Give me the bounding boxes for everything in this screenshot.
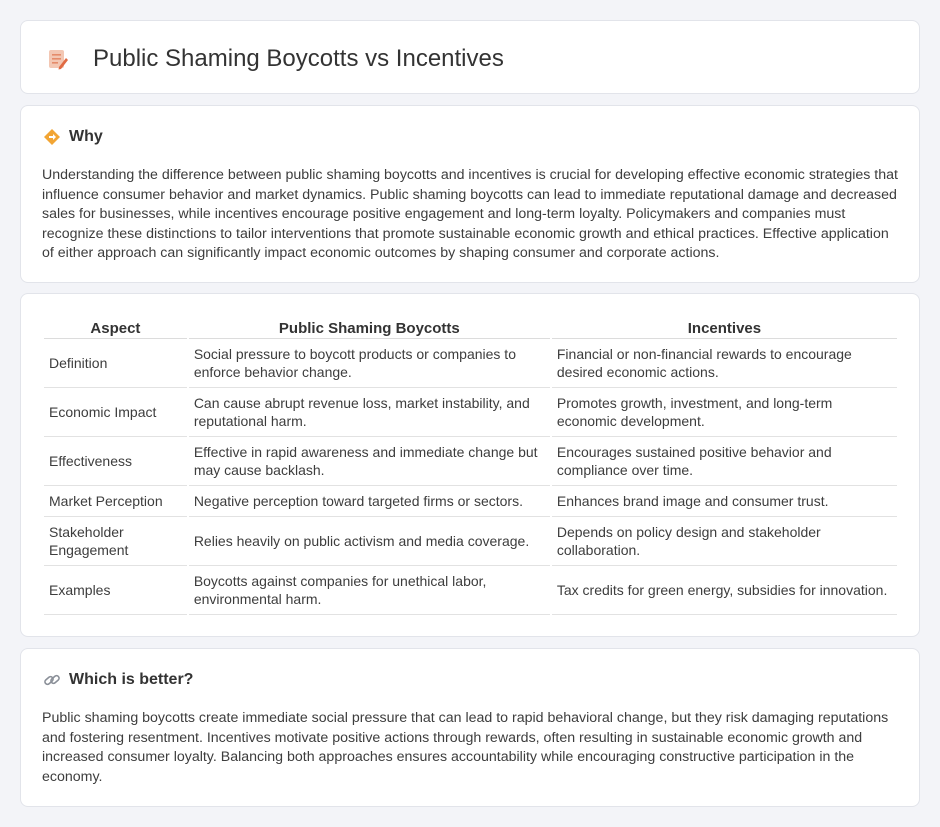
- table-cell: Definition: [44, 339, 187, 388]
- better-body: Public shaming boycotts create immediate social pressure that can lead to rapid behavioral change, but they risk damaging reputations and fostering resentment. Incentives motivate positive actions through rewards, often resulting in sustainable economic growth and increased consumer loyalty. Balancing both approaches ensures accountability while encouraging constructive participation in the economy.: [42, 710, 889, 785]
- why-section: [20, 105, 920, 283]
- which-is-better-section: [20, 648, 920, 807]
- column-header: Aspect: [44, 316, 187, 339]
- comparison-table: [42, 316, 899, 615]
- column-header: Incentives: [552, 316, 897, 339]
- why-body: Understanding the difference between public shaming boycotts and incentives is crucial for developing effective economic strategies that influence consumer behavior and market dynamics. Public shaming boycotts can lead to immediate reputational damage and decreased sales for businesses, while incentives encourage positive engagement and long-term loyalty. Policymakers and companies must recognize these distinctions to tailor interventions that promote sustainable economic growth and ethical practices. Effective application of either approach can significantly impact economic outcomes by shaping consumer and corporate actions.: [42, 167, 898, 262]
- why-heading: [43, 128, 103, 146]
- table-row: [44, 339, 897, 388]
- table-cell: Stakeholder Engagement: [44, 517, 187, 566]
- column-header: Public Shaming Boycotts: [189, 316, 550, 339]
- table-row: [44, 437, 897, 486]
- page-title: Public Shaming Boycotts vs Incentives: [93, 45, 504, 72]
- better-heading-text: Which is better?: [69, 671, 194, 688]
- table-cell: Relies heavily on public activism and media coverage.: [189, 517, 550, 566]
- table-cell: Effective in rapid awareness and immediate change but may cause backlash.: [189, 437, 550, 486]
- table-cell: Examples: [44, 566, 187, 615]
- table-header-row: [44, 316, 897, 339]
- table-cell: Encourages sustained positive behavior and compliance over time.: [552, 437, 897, 486]
- table-cell: Effectiveness: [44, 437, 187, 486]
- table-row: [44, 388, 897, 437]
- table-cell: Promotes growth, investment, and long-term economic development.: [552, 388, 897, 437]
- document-pencil-icon: [47, 47, 69, 71]
- table-row: [44, 566, 897, 615]
- table-cell: Market Perception: [44, 486, 187, 517]
- table-cell: Tax credits for green energy, subsidies for innovation.: [552, 566, 897, 615]
- table-row: [44, 517, 897, 566]
- table-cell: Negative perception toward targeted firms or sectors.: [189, 486, 550, 517]
- header-card: [20, 20, 920, 94]
- table-cell: Enhances brand image and consumer trust.: [552, 486, 897, 517]
- why-heading-text: Why: [69, 128, 103, 145]
- table-row: [44, 486, 897, 517]
- better-heading: [43, 671, 193, 689]
- table-cell: Financial or non-financial rewards to encourage desired economic actions.: [552, 339, 897, 388]
- table-cell: Boycotts against companies for unethical labor, environmental harm.: [189, 566, 550, 615]
- table-cell: Economic Impact: [44, 388, 187, 437]
- diamond-direction-icon: [43, 128, 61, 146]
- table-cell: Can cause abrupt revenue loss, market instability, and reputational harm.: [189, 388, 550, 437]
- table-cell: Depends on policy design and stakeholder collaboration.: [552, 517, 897, 566]
- comparison-table-card: [20, 293, 920, 637]
- link-icon: [43, 671, 61, 689]
- table-cell: Social pressure to boycott products or companies to enforce behavior change.: [189, 339, 550, 388]
